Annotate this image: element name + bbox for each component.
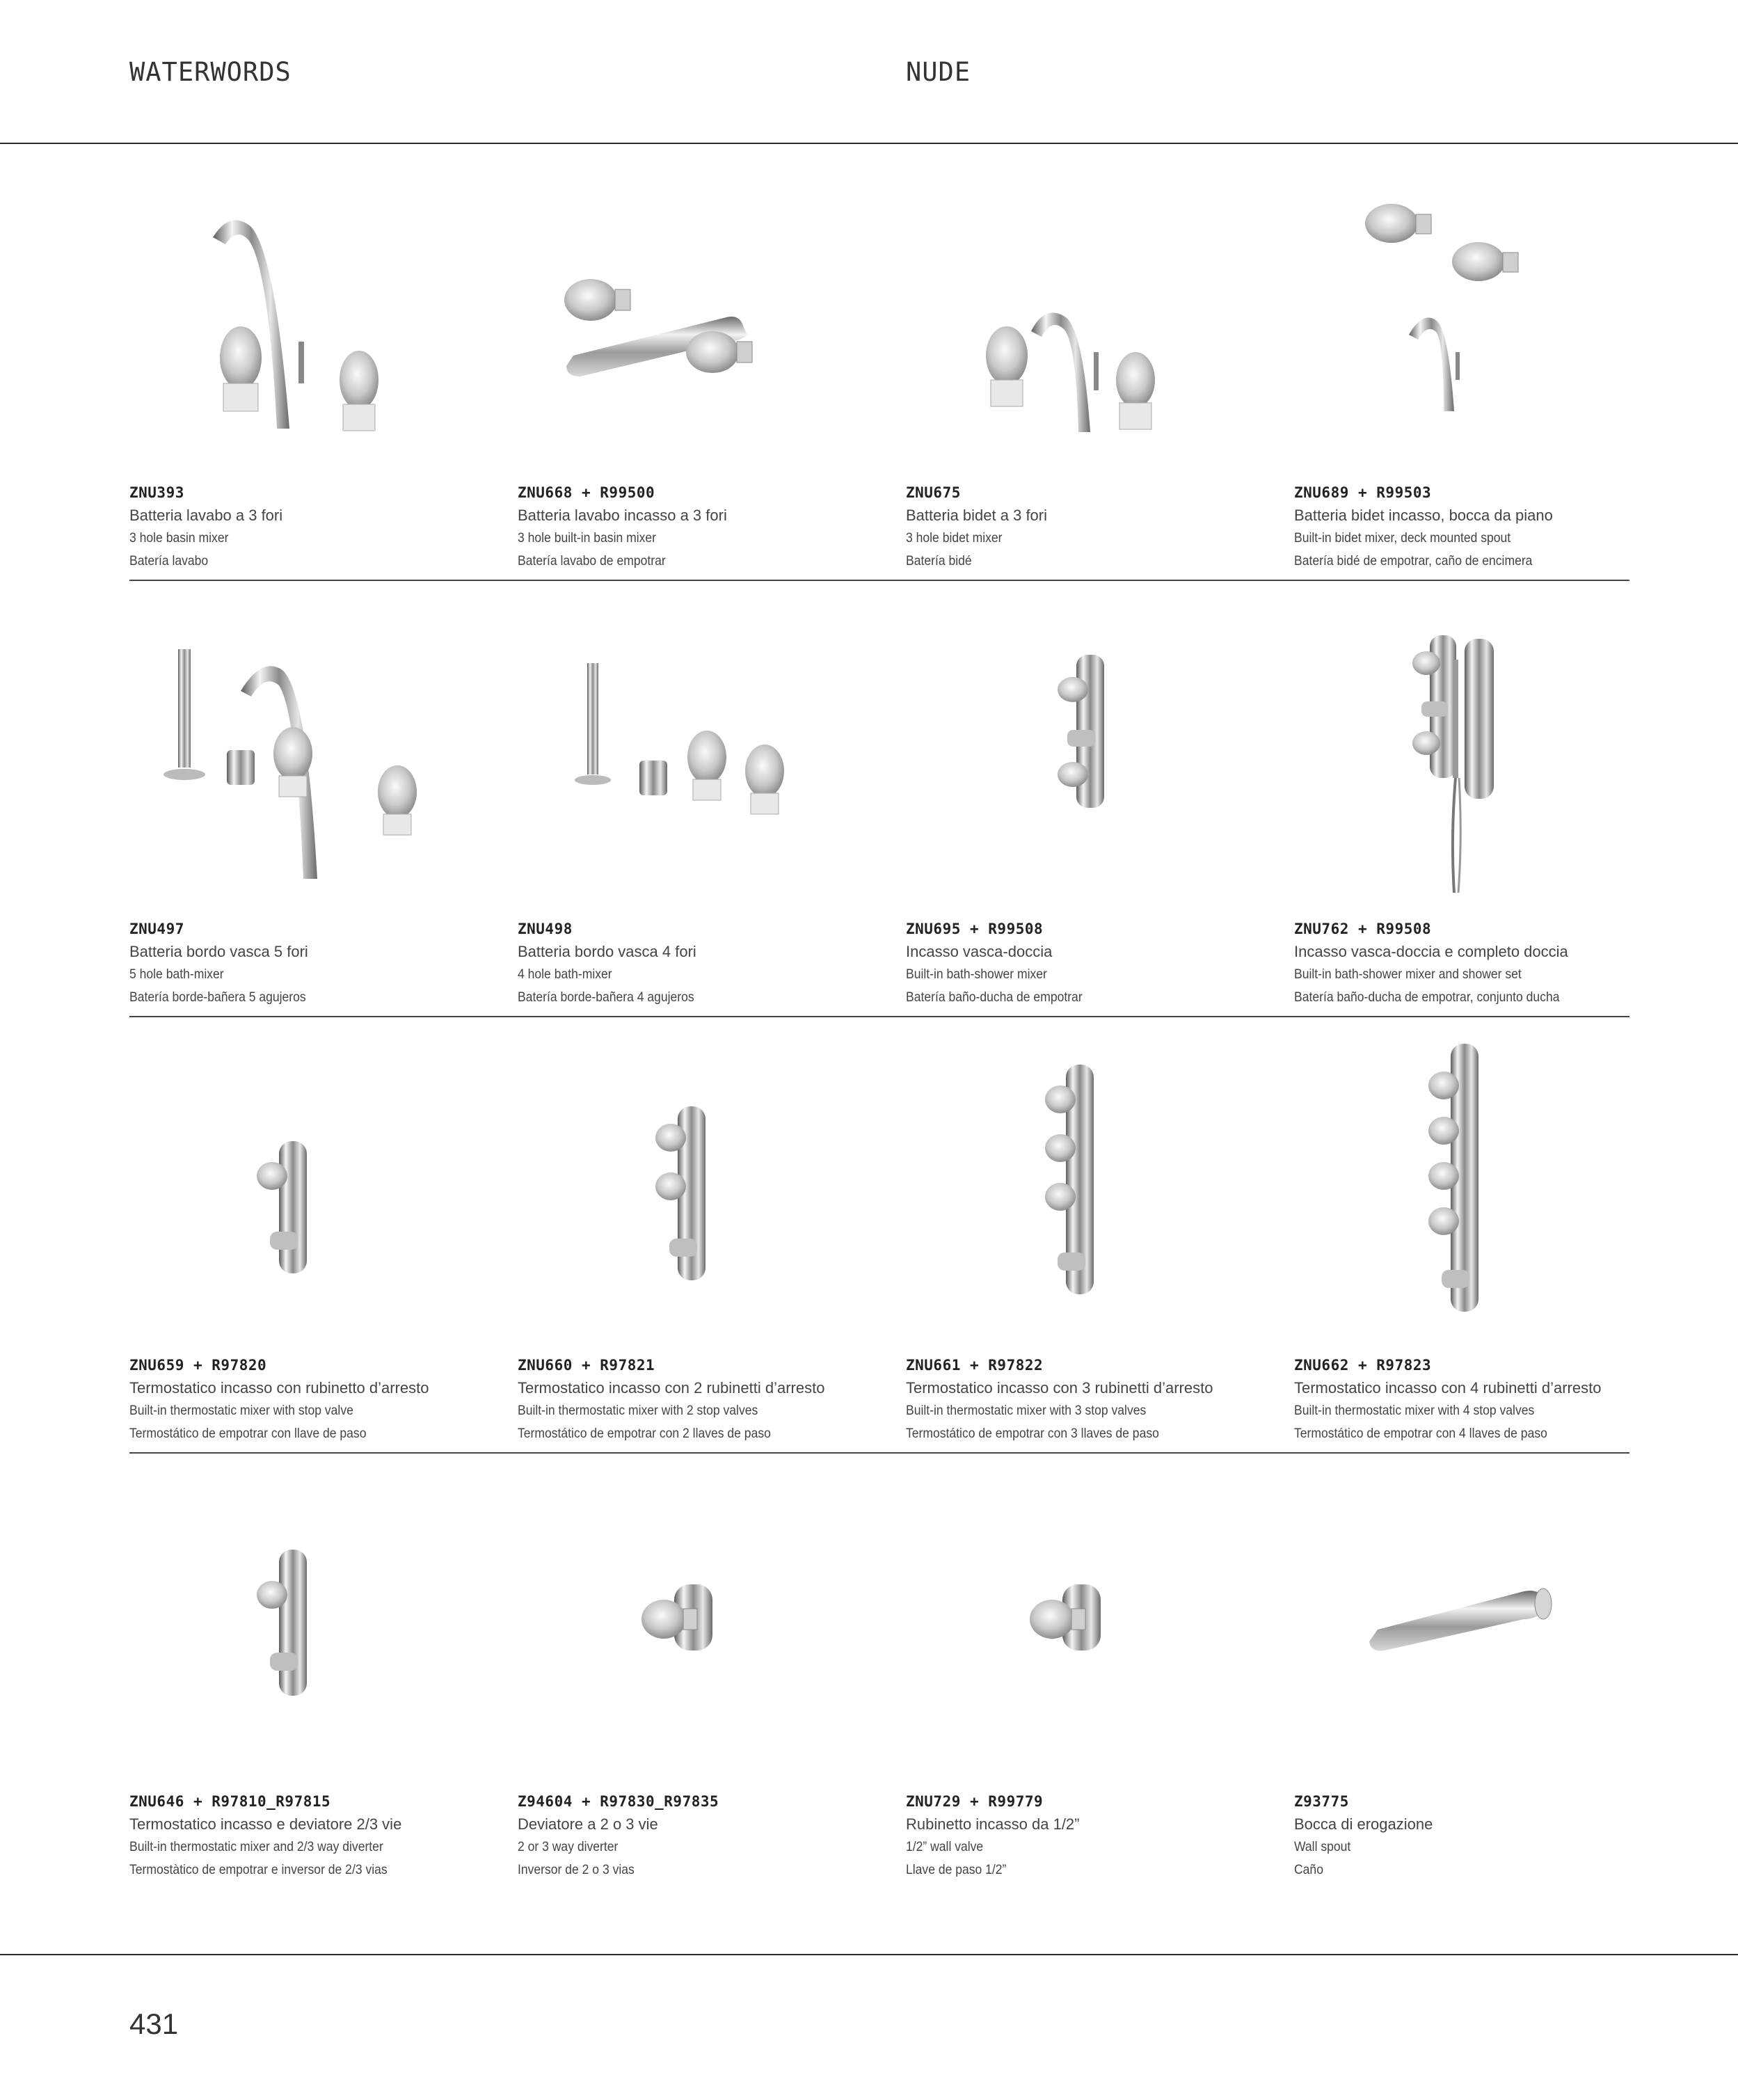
product-name-en: 3 hole bidet mixer (906, 530, 1003, 546)
product-card (906, 145, 1268, 580)
product-name-it: Batteria bordo vasca 5 fori (129, 943, 308, 960)
product-card (906, 1017, 1268, 1452)
thermostatic-1-valve-icon (129, 1044, 491, 1329)
thermostatic-4-valve-icon (1294, 1044, 1656, 1329)
product-name-es: Termostático de empotrar con 4 llaves de paso (1294, 1426, 1547, 1441)
product-code: ZNU762 + R99508 (1294, 921, 1432, 937)
collection-name: NUDE (906, 57, 971, 87)
product-row (129, 1017, 1629, 1454)
product-card (1294, 581, 1656, 1016)
product-card (129, 1017, 491, 1452)
wall-spout-icon (1294, 1480, 1656, 1765)
product-name-en: Wall spout (1294, 1839, 1351, 1854)
product-code: ZNU646 + R97810_R97815 (129, 1793, 331, 1810)
product-card (906, 581, 1268, 1016)
brand-name: WATERWORDS (129, 57, 292, 87)
product-name-es: Termostàtico de empotrar e inversor de 2/3 vias (129, 1862, 388, 1877)
product-name-en: Built-in thermostatic mixer with 4 stop valves (1294, 1403, 1535, 1418)
bidet-mixer-icon (906, 171, 1268, 456)
product-card (1294, 1454, 1656, 1888)
product-name-es: Batería baño-ducha de empotrar (906, 989, 1083, 1005)
product-name-it: Batteria bidet a 3 fori (906, 507, 1048, 524)
product-name-it: Termostatico incasso e deviatore 2/3 vie (129, 1815, 402, 1833)
product-name-it: Batteria bordo vasca 4 fori (518, 943, 696, 960)
product-name-it: Termostatico incasso con 2 rubinetti d’arresto (518, 1379, 825, 1397)
product-name-es: Termostático de empotrar con 2 llaves de paso (518, 1426, 771, 1441)
product-name-en: Built-in thermostatic mixer with 2 stop valves (518, 1403, 758, 1418)
product-card (129, 581, 491, 1016)
product-card (129, 1454, 491, 1888)
product-name-es: Termostático de empotrar con 3 llaves de paso (906, 1426, 1159, 1441)
product-name-en: 2 or 3 way diverter (518, 1839, 619, 1854)
product-name-es: Termostático de empotrar con llave de paso (129, 1426, 367, 1441)
product-name-es: Batería borde-bañera 5 agujeros (129, 989, 306, 1005)
product-name-it: Batteria lavabo incasso a 3 fori (518, 507, 727, 524)
builtin-bath-shower-mixer-icon (906, 607, 1268, 893)
product-name-en: Built-in bath-shower mixer and shower set (1294, 967, 1522, 982)
product-code: ZNU662 + R97823 (1294, 1357, 1432, 1374)
product-name-it: Batteria lavabo a 3 fori (129, 507, 283, 524)
product-row (129, 145, 1629, 581)
product-name-it: Termostatico incasso con 4 rubinetti d’arresto (1294, 1379, 1602, 1397)
product-name-en: Built-in thermostatic mixer with stop valve (129, 1403, 353, 1418)
product-name-en: Built-in thermostatic mixer and 2/3 way diverter (129, 1839, 383, 1854)
product-name-en: 1/2” wall valve (906, 1839, 984, 1854)
product-card (129, 145, 491, 580)
footer-divider (0, 1954, 1738, 1955)
product-code: ZNU729 + R99779 (906, 1793, 1044, 1810)
product-code: ZNU661 + R97822 (906, 1357, 1044, 1374)
product-card (1294, 145, 1656, 580)
diverter-valve-icon (518, 1480, 879, 1765)
builtin-basin-mixer-icon (518, 171, 879, 456)
product-name-es: Batería bidé (906, 553, 972, 568)
product-code: ZNU689 + R99503 (1294, 484, 1432, 501)
product-code: ZNU393 (129, 484, 184, 501)
product-name-it: Termostatico incasso con rubinetto d’arresto (129, 1379, 429, 1397)
product-name-en: Built-in bidet mixer, deck mounted spout (1294, 530, 1511, 546)
product-name-it: Incasso vasca-doccia e completo doccia (1294, 943, 1568, 960)
thermostatic-2-valve-icon (518, 1044, 879, 1329)
product-name-it: Rubinetto incasso da 1/2” (906, 1815, 1080, 1833)
product-code: ZNU675 (906, 484, 961, 501)
product-name-en: 3 hole basin mixer (129, 530, 229, 546)
product-name-es: Batería lavabo de empotrar (518, 553, 666, 568)
product-name-es: Inversor de 2 o 3 vias (518, 1862, 635, 1877)
product-grid (129, 145, 1629, 1888)
product-code: ZNU659 + R97820 (129, 1357, 267, 1374)
product-card (1294, 1017, 1656, 1452)
product-row (129, 581, 1629, 1017)
product-name-it: Bocca di erogazione (1294, 1815, 1433, 1833)
builtin-bidet-mixer-icon (1294, 171, 1656, 456)
product-code: ZNU660 + R97821 (518, 1357, 655, 1374)
product-card (906, 1454, 1268, 1888)
thermostatic-3-valve-icon (906, 1044, 1268, 1329)
product-card (518, 145, 879, 580)
product-name-es: Llave de paso 1/2” (906, 1862, 1007, 1877)
product-name-en: Built-in thermostatic mixer with 3 stop valves (906, 1403, 1147, 1418)
bath-shower-mixer-set-icon (1294, 607, 1656, 893)
bath-mixer-4-hole-icon (518, 607, 879, 893)
product-name-it: Incasso vasca-doccia (906, 943, 1053, 960)
product-code: ZNU695 + R99508 (906, 921, 1044, 937)
product-name-it: Termostatico incasso con 3 rubinetti d’arresto (906, 1379, 1213, 1397)
product-name-es: Caño (1294, 1862, 1323, 1877)
product-name-es: Batería borde-bañera 4 agujeros (518, 989, 694, 1005)
wall-valve-icon (906, 1480, 1268, 1765)
product-name-en: 4 hole bath-mixer (518, 967, 612, 982)
product-name-it: Deviatore a 2 o 3 vie (518, 1815, 658, 1833)
product-code: ZNU668 + R99500 (518, 484, 655, 501)
product-name-en: 5 hole bath-mixer (129, 967, 224, 982)
header-divider (0, 143, 1738, 144)
product-row (129, 1454, 1629, 1888)
product-name-en: 3 hole built-in basin mixer (518, 530, 656, 546)
product-code: ZNU497 (129, 921, 184, 937)
bath-mixer-5-hole-icon (129, 607, 491, 893)
product-name-es: Batería bidé de empotrar, caño de encimera (1294, 553, 1533, 568)
page-number: 431 (129, 2007, 179, 2040)
product-card (518, 1454, 879, 1888)
product-name-en: Built-in bath-shower mixer (906, 967, 1047, 982)
product-card (518, 1017, 879, 1452)
basin-mixer-3-hole-icon (129, 171, 491, 456)
product-code: ZNU498 (518, 921, 573, 937)
product-code: Z93775 (1294, 1793, 1349, 1810)
thermostatic-diverter-icon (129, 1480, 491, 1765)
product-card (518, 581, 879, 1016)
product-name-it: Batteria bidet incasso, bocca da piano (1294, 507, 1553, 524)
product-name-es: Batería lavabo (129, 553, 209, 568)
product-name-es: Batería baño-ducha de empotrar, conjunto ducha (1294, 989, 1560, 1005)
product-code: Z94604 + R97830_R97835 (518, 1793, 719, 1810)
